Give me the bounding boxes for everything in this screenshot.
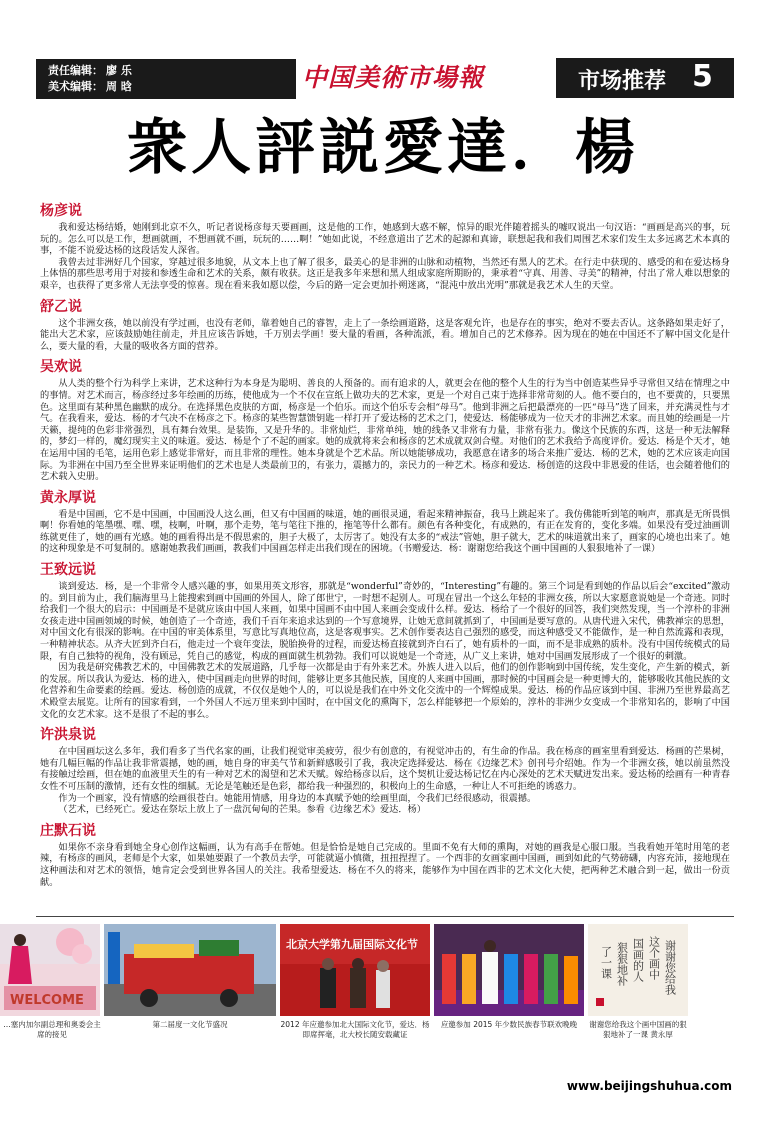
- masthead: [0, 0, 766, 102]
- editor-role: 责任编辑：: [48, 64, 103, 77]
- comment-paragraph: 如果你不亲身看到她全身心创作这幅画，认为有高手在帮她。但是恰恰是她自己完成的。里面不免有大师的熏陶，对她的画我是心服口服。当我看她开笔时用笔的老辣，有杨彦的画风，老师是个大家，如果她要跟了一个教员去学，可能就逼小慎微，扭扭捏捏了。一个西非的女画家画中国画，画到如此的气势磅礴，内容充沛，接地现在这种画法和对艺术的领悟，她肯定会受到世界各国人的关注。我希望爱达．杨在不久的将来，能够作为中国在西非的艺术文化大使，把两种艺术融合到一起，做出一份贡献。: [40, 841, 730, 888]
- comment-paragraph: （艺术，已经死亡。爱达在祭坛上放上了一盘沉甸甸的芒果。参看《边缘艺术》爱达．杨）: [58, 804, 426, 816]
- comment-paragraph: 我和爱达杨结婚，她刚到北京不久，听记者说杨彦每天要画画，这是他的工作，她感到大惑不解，惊异的眼光伴随着摇头的嘘叹说出一句汉语：“画画是高兴的事，玩玩的。怎么可以是工作，想画就画，不想画就不画，玩玩的……啊！”她如此说，不经意道出了艺术的起源和真谛，联想起我和我们周围艺术家们发生太多远离艺术本真的事，不能不说爱达杨的这段话发人深省。: [40, 222, 730, 257]
- calligraphy-line: 这个画中: [647, 936, 661, 980]
- editor-credits: [36, 59, 296, 99]
- calligraphy-line: 谢谢您给我: [663, 940, 677, 995]
- speaker-heading: 杨彦说: [40, 203, 82, 219]
- newspaper-logo: 中国美術市場報: [301, 63, 484, 92]
- calligraphy-line: 国画的人: [631, 938, 645, 982]
- editor-row: [48, 63, 296, 79]
- divider: [36, 916, 734, 917]
- speaker-heading: 舒乙说: [40, 298, 82, 315]
- photo-caption: 应邀参加 2015 年少数民族春节联欢晚晚: [440, 1020, 578, 1029]
- photo-caption: …塞内加尔副总理和奥委会主席的接见: [3, 1020, 101, 1039]
- photo-gala: [434, 924, 584, 1016]
- photo-caption: 2012 年应邀参加北大国际文化节，爱达．杨即席挥毫，北大校长随安载藏证: [280, 1020, 430, 1039]
- photo-caption: 第二届度一文化节盛况: [152, 1020, 228, 1029]
- editor-name: 周 晗: [106, 80, 132, 93]
- comment-paragraph: 因为我是研究佛教艺术的，中国佛教艺术的发展道路，几乎每一次都是由于有外来艺术。外族人进入以后，他们的创作影响到中国传统，发生变化，产生新的模式，新的发展。所以我认为爱达．杨的进入，使中国画走向世界的时间，能够让更多其他民族，国度的人来画中国画，那时候的中国画会是一种更博大的，能够吸收其他民族的文化营养和生命要素的绘画。爱达．杨创造的成就，不仅仅是她个人的，可以说是我们在中外文化交流中的一个辉煌成果。爱达．杨的作品应该到中国、非洲乃至世界最高艺术殿堂去展览。让所有的国家看到，一个外国人不远万里来到中国时，在中国文化的熏陶下，怎么样能够把一个原始的，淳朴的非洲少女变成一个非常知名的，影响了中国文化的女艺术家。这不是很了不起的事么。: [40, 662, 730, 720]
- headline: 衆人評説愛達．楊: [127, 113, 639, 183]
- website-url: www.beijingshuhua.com: [566, 1079, 732, 1093]
- page-number: 5: [692, 59, 713, 94]
- comment-section: [40, 561, 730, 720]
- comment-paragraph: 在中国画坛这么多年，我们看多了当代名家的画，让我们视觉审美疲劳，很少有创意的，有视觉冲击的，有生命的作品。我在杨彦的画室里看到爱达．杨画的芒果树，她有几幅巨幅的作品让我非常震撼，她的画，她自身的审美气节和新鲜感吸引了我，我决定选择爱达．杨在《边缘艺术》创刊号介绍她。作为一个非洲女孩，她以前虽然没有接触过绘画，但在她的血液里天生的有一种对艺术的渴望和艺术天赋。嫁给杨彦以后，这个契机让爱达杨记忆在内心深处的艺术天赋迸发出来。爱达杨的绘画有一种青春女性不可压制的激情，还有女性的细腻。无论是笔触还是色彩，都给我一种强烈的，积极向上的生命感，一种让人不可拒绝的诱惑力。: [40, 746, 730, 792]
- speaker-heading: 庄默石说: [40, 822, 96, 839]
- comment-section: [40, 298, 730, 353]
- speaker-heading: 黄永厚说: [40, 489, 96, 506]
- section-tag: [556, 58, 734, 98]
- editor-name: 廖 乐: [106, 64, 132, 77]
- section-title: 市场推荐: [578, 69, 667, 94]
- editor-row: [48, 79, 296, 95]
- comment-paragraph: 我曾去过非洲好几个国家，穿越过很多地貌，从文本上也了解了很多，最美心的是非洲的山脉和动植物，当然还有黑人的艺术。在行走中获现的、感受的和在爱达杨身上体悟的那些思考用于对接和参透生命和艺术的关系，颇有收获。这正是我多年来想和黑人组成家庭所期盼的，秉承着“守真、用善、寻美”的精神，付出了常人难以想象的艰辛，也获得了更多常人无法享受的惊喜。现在看来我如愿以偿，今后的路一定会更加扑朔迷离，“混沌中放出光明”那就是我艺术人生的天堂。: [40, 256, 730, 291]
- comment-section: [40, 726, 730, 816]
- speaker-heading: 吴欢说: [40, 359, 82, 376]
- comment-paragraph: 这个非洲女孩，她以前没有学过画，也没有老师，靠着她自己的睿智，走上了一条绘画道路，这是客观允许，也是存在的事实，绝对不要去否认。这条路如果走好了，能出大艺术家，应该鼓励她往前走，并且应该告诉她，千万别去学画！要大量的看画，各种流派，看。增加自己的艺术修养。因为现在的她在中国还不了解中国文化是什么，要大量的看，大量的吸收各方面的营养。: [40, 317, 730, 352]
- comment-section: [40, 489, 730, 555]
- festival-banner-text: 北京大学第九届国际文化节: [286, 938, 418, 951]
- comment-section: [40, 822, 730, 888]
- comment-paragraph: 看是中国画，它不是中国画，中国画没人这么画，但又有中国画的味道，她的画很灵通，看起来精神振奋，我马上跳起来了。我仿佛能听到笔的响声，那真是无所畏惧啊！你看她的笔墨嘿、嘿、嘿，枝啊，叶啊，那个走势，笔与笔往下推的，拖笔等什么都有。颜色有各种变化，有成熟的，有正在发育的，变化多端。如果没有受过油画训练就更佳了，她的画有光感。她的画看得出是不假思索的，胆子大极了，太厉害了。她没有太多的“戒法”管她，胆子就大，艺术的味道就出来了，画家的心境也出来了。她的这种现象是不可复制的。感谢她教我们画画，教我们中国画怎样走出我们现在的困境。（书赠爱达．杨：谢谢您给我这个画中国画的人狠狠地补了一课）: [40, 508, 730, 555]
- photo-festival: [280, 924, 430, 1016]
- article-body: [40, 196, 730, 888]
- photo-strip: [0, 924, 766, 1074]
- comment-paragraph: 谈到爱达．杨，是一个非常令人感兴趣的事，如果用英文形容，那就是“wonderful”奇妙的，“Interesting”有趣的。第三个词是看到她的作品以后会“excited”激动的。到目前为止，我们脑海里马上能搜索到画中国画的外国人，除了郎世宁，一时想不起别人。可现在冒出一个这么年轻的非洲女孩，所以大家愿意说她是一个奇迹。同时给我们一个很大的启示：中国画是不是就应该由中国人来画，如果中国画不由中国人来画会变成什么样。爱达．杨给了一个很好的回答，我们突然发现，当一个淳朴的非洲女孩走进中国画领域的时候，她创造了一个奇迹，我们千百年来追求达到的一个写意境界，让她无意间就抓到了，中国画是要写意的。从唐代进入宋代，佛教禅宗的思想，对中国文化有很深的影响。在中国的审美体系里，写意比写真地位高，这是客观事实。艺术创作要表达自己强烈的感受，而这种感受又不能做作，是一种自然流露和表现，一种精神状态。从齐大匠到齐白石，他走过一个衰年变法，脱胎换骨的过程，而爱达杨直接就到齐白石了，她有质朴的一面，而不是非成熟的质朴。没有中国传统模式的局限，有自己独特的视角，没有顾忌，凭自己的感觉，构成的画面就生机勃勃。我们可以说她是一个奇迹，从广义上来讲，她对中国画发展形成了一个很好的刺激。: [40, 581, 730, 662]
- photo-calligraphy: [588, 924, 688, 1016]
- photo-parade: [104, 924, 276, 1016]
- comment-paragraph: 作为一个画家，没有情感的绘画很苍白。她能用情感，用身边的本真赋予她的绘画里面，令我们已经很感动，很震撼。: [58, 792, 537, 804]
- welcome-text: WELCOME: [10, 993, 84, 1008]
- calligraphy-line: 了一课: [599, 946, 613, 979]
- speaker-heading: 王致远说: [40, 562, 96, 579]
- photo-caption: 谢谢您给我这个画中国画的狠狠地补了一课 黄永厚: [589, 1020, 687, 1039]
- photo-welcome: [0, 924, 100, 1016]
- comment-section: [40, 202, 730, 292]
- calligraphy-line: 狠狠地补: [615, 942, 629, 986]
- editor-role: 美术编辑：: [48, 80, 103, 93]
- comment-paragraph: 从人类的整个行为科学上来讲，艺术这种行为本身是为聪明、善良的人预备的。而有追求的人，就更会在他的整个人生的行为当中创造某些异乎寻常但又结在情理之中的事情。对艺术而言，杨彦经过多年绘画的历练，使他成为一个不仅在宣纸上做功夫的艺术家，更是一个对自己束于选择非常苛刻的人。他不要白的，也不要黄的，只要黑色。这里面有某种黑色幽默的成分。在选择黑色皮肤的方面，杨彦是一个伯乐。而这个伯乐专会相“母马”。他到非洲之后把最漂亮的一匹“母马”选了回来，并充满灵性与才气。在我看来，爱达．杨的才气决不在杨彦之下。杨彦的某些智慧馈钥匙一样打开了爱达杨的艺术之门，使爱达．杨能够成为一位天才的非洲艺术家。而且她的绘画是一片天籁，提纯的色彩非常强烈，具有舞台效果。是装饰，又是升华的。非常灿烂，非常单纯，她的线条又非常有力量，非常有张力。像这个民族的东西，这是一种无法解释的，梦幻一样的，魔幻现实主义的味道。爱达．杨是个了不起的画家。她的成就将来会和杨彦的艺术成就双剑合璧。对他们的艺术我给予高度评价。爱达．杨是个天才，她在运用中国的毛笔，运用色彩上感觉非常好，而且非常的理性。她本身就是个艺术品。所以她能够成功，我愿意在诸多的场合来推广爱达．杨的艺术，她的艺术应该走向国际。为非洲在中国乃至全世界来证明他们的艺术也是人类最前卫的，有张力，震撼力的，亲民力的一种艺术。杨彦和爱达．杨创造的这段中非恩爱的佳话，也会随着他们的艺术载入史册。: [40, 378, 730, 483]
- speaker-heading: 许洪泉说: [40, 727, 96, 744]
- comment-section: [40, 358, 730, 482]
